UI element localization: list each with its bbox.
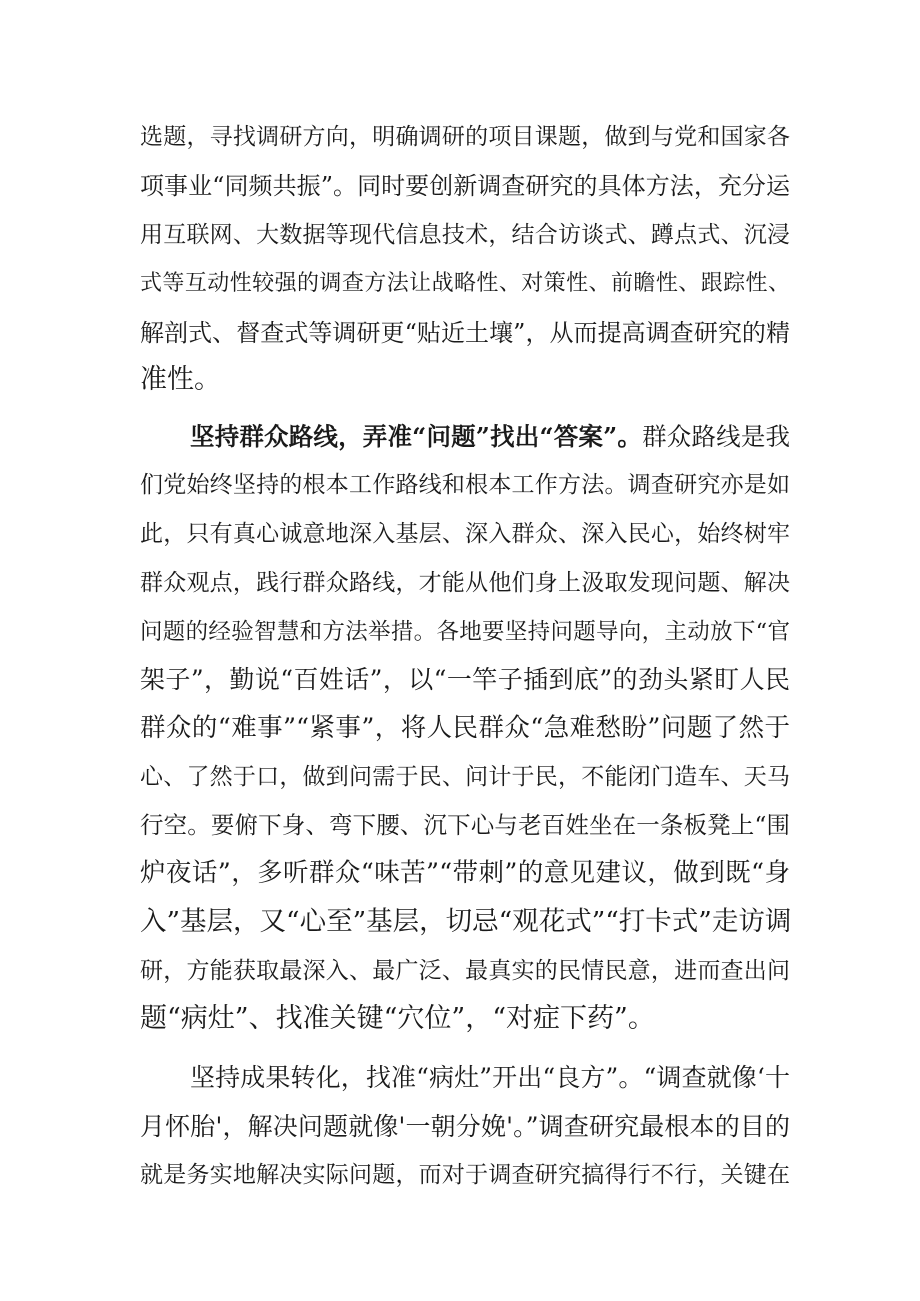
paragraph-2-line-10: 炉夜话”，多听群众“味苦”“带刺”的意见建议，做到既“身 bbox=[140, 858, 790, 888]
paragraph-2-line-1 bbox=[190, 414, 790, 460]
paragraph-3-line-1: 坚持成果转化，找准“病灶”开出“良方”。“调查就像‘十 bbox=[190, 1063, 790, 1092]
paragraph-2-line-7: 群众的“难事”“紧事”，将人民群众“急难愁盼”问题了然于 bbox=[140, 713, 790, 743]
paragraph-2-heading: 坚持群众路线，弄准“问题”找出“答案”。 bbox=[190, 422, 643, 451]
paragraph-2-line-9: 行空。要俯下身、弯下腰、沉下心与老百姓坐在一条板凳上“围 bbox=[140, 811, 790, 839]
paragraph-2-line-6: 架子”，勤说“百姓话”，以“一竿子插到底”的劲头紧盯人民 bbox=[140, 665, 790, 694]
paragraph-1-line-3: 用互联网、大数据等现代信息技术，结合访谈式、蹲点式、沉浸 bbox=[140, 222, 790, 248]
paragraph-2-line-11: 入”基层，又“心至”基层，切忌“观花式”“打卡式”走访调 bbox=[140, 906, 792, 937]
paragraph-2-line-13: 题“病灶”、找准关键“穴位”，“对症下药”。 bbox=[140, 1003, 655, 1034]
paragraph-1-line-1: 选题，寻找调研方向，明确调研的项目课题，做到与党和国家各 bbox=[140, 124, 790, 150]
paragraph-2-line-3: 此，只有真心诚意地深入基层、深入群众、深入民心，始终树牢 bbox=[140, 521, 790, 547]
paragraph-1-line-6: 准性。 bbox=[140, 364, 221, 395]
paragraph-2-line-12: 研，方能获取最深入、最广泛、最真实的民情民意，进而查出问 bbox=[140, 958, 790, 984]
paragraph-2-first-rest: 群众路线是我 bbox=[642, 422, 791, 451]
paragraph-1-line-5: 解剖式、督查式等调研更“贴近土壤”，从而提高调查研究的精 bbox=[140, 319, 790, 347]
paragraph-3-line-2: 月怀胎'，解决问题就像'一朝分娩'。”调查研究最根本的目的 bbox=[140, 1112, 790, 1141]
paragraph-2-line-2: 们党始终坚持的根本工作路线和根本工作方法。调查研究亦是如 bbox=[140, 472, 790, 498]
paragraph-1-line-2: 项事业“同频共振”。同时要创新调查研究的具体方法，充分运 bbox=[140, 172, 790, 200]
paragraph-1-line-4: 式等互动性较强的调查方法让战略性、对策性、前瞻性、跟踪性、 bbox=[140, 271, 790, 296]
paragraph-2-line-4: 群众观点，践行群众路线，才能从他们身上汲取发现问题、解决 bbox=[140, 570, 790, 596]
paragraph-2-line-5: 问题的经验智慧和方法举措。各地要坚持问题导向，主动放下“官 bbox=[140, 619, 790, 645]
paragraph-2-line-8: 心、了然于口，做到问需于民、问计于民，不能闭门造车、天马 bbox=[140, 764, 790, 790]
paragraph-3-line-3: 就是务实地解决实际问题，而对于调查研究搞得行不行，关键在 bbox=[140, 1162, 790, 1188]
